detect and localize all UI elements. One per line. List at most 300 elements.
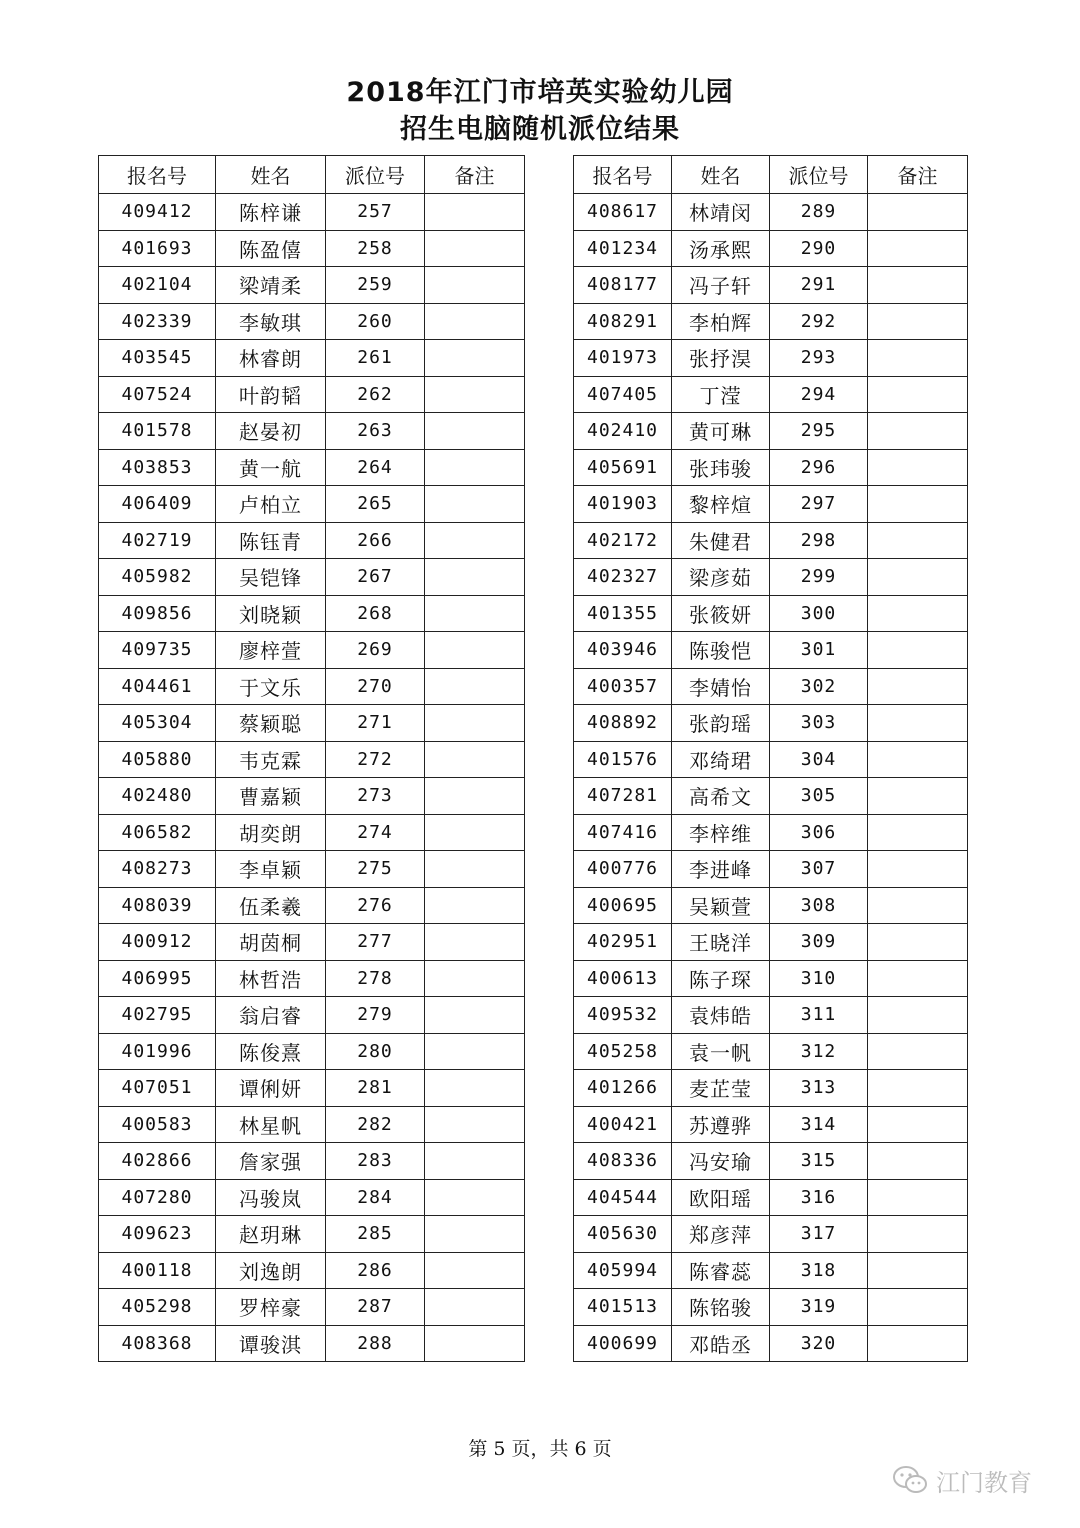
registration-no-cell: 408617 — [574, 194, 672, 231]
lottery-no-cell: 258 — [326, 230, 425, 267]
remarks-cell — [425, 194, 525, 231]
table-row — [99, 486, 525, 523]
name-cell: 陈钰青 — [216, 522, 326, 559]
table-row — [99, 1325, 525, 1362]
lottery-no-cell: 281 — [326, 1070, 425, 1107]
table-row — [574, 1289, 968, 1326]
registration-no-cell: 403545 — [99, 340, 216, 377]
remarks-cell — [868, 924, 968, 961]
registration-no-cell: 403853 — [99, 449, 216, 486]
table-header-row — [574, 156, 968, 194]
table-row — [99, 595, 525, 632]
registration-no-cell: 407524 — [99, 376, 216, 413]
lottery-no-cell: 263 — [326, 413, 425, 450]
registration-no-cell: 408039 — [99, 887, 216, 924]
name-cell: 林睿朗 — [216, 340, 326, 377]
lottery-no-cell: 273 — [326, 778, 425, 815]
registration-no-cell: 400695 — [574, 887, 672, 924]
lottery-no-cell: 305 — [770, 778, 868, 815]
lottery-no-cell: 292 — [770, 303, 868, 340]
remarks-cell — [425, 1143, 525, 1180]
registration-no-cell: 409856 — [99, 595, 216, 632]
lottery-no-cell: 290 — [770, 230, 868, 267]
registration-no-cell: 400357 — [574, 668, 672, 705]
name-cell: 赵晏初 — [216, 413, 326, 450]
table-row — [99, 1179, 525, 1216]
lottery-no-cell: 294 — [770, 376, 868, 413]
registration-no-cell: 409532 — [574, 997, 672, 1034]
registration-no-cell: 400421 — [574, 1106, 672, 1143]
name-cell: 李柏辉 — [672, 303, 770, 340]
header-lottery-no: 派位号 — [326, 156, 425, 194]
name-cell: 朱健君 — [672, 522, 770, 559]
name-cell: 丁滢 — [672, 376, 770, 413]
registration-no-cell: 401903 — [574, 486, 672, 523]
name-cell: 张韵瑶 — [672, 705, 770, 742]
remarks-cell — [425, 924, 525, 961]
name-cell: 冯安瑜 — [672, 1143, 770, 1180]
lottery-no-cell: 272 — [326, 741, 425, 778]
remarks-cell — [868, 1179, 968, 1216]
name-cell: 陈俊熹 — [216, 1033, 326, 1070]
registration-no-cell: 405880 — [99, 741, 216, 778]
table-row — [574, 595, 968, 632]
wechat-icon — [892, 1465, 928, 1495]
registration-no-cell: 402172 — [574, 522, 672, 559]
header-name: 姓名 — [672, 156, 770, 194]
registration-no-cell: 401234 — [574, 230, 672, 267]
name-cell: 张抒淏 — [672, 340, 770, 377]
remarks-cell — [425, 486, 525, 523]
registration-no-cell: 406995 — [99, 960, 216, 997]
name-cell: 吴颖萱 — [672, 887, 770, 924]
lottery-no-cell: 280 — [326, 1033, 425, 1070]
registration-no-cell: 405298 — [99, 1289, 216, 1326]
registration-no-cell: 400776 — [574, 851, 672, 888]
lottery-no-cell: 304 — [770, 741, 868, 778]
name-cell: 陈子琛 — [672, 960, 770, 997]
name-cell: 谭俐妍 — [216, 1070, 326, 1107]
remarks-cell — [868, 303, 968, 340]
registration-no-cell: 400118 — [99, 1252, 216, 1289]
lottery-no-cell: 308 — [770, 887, 868, 924]
remarks-cell — [425, 778, 525, 815]
remarks-cell — [425, 303, 525, 340]
remarks-cell — [868, 376, 968, 413]
name-cell: 袁炜皓 — [672, 997, 770, 1034]
table-row — [574, 1325, 968, 1362]
table-row — [574, 668, 968, 705]
remarks-cell — [425, 741, 525, 778]
registration-no-cell: 409735 — [99, 632, 216, 669]
registration-no-cell: 402104 — [99, 267, 216, 304]
name-cell: 陈睿蕊 — [672, 1252, 770, 1289]
lottery-no-cell: 301 — [770, 632, 868, 669]
remarks-cell — [868, 486, 968, 523]
remarks-cell — [425, 376, 525, 413]
lottery-no-cell: 277 — [326, 924, 425, 961]
lottery-no-cell: 318 — [770, 1252, 868, 1289]
lottery-no-cell: 296 — [770, 449, 868, 486]
registration-no-cell: 409623 — [99, 1216, 216, 1253]
header-name: 姓名 — [216, 156, 326, 194]
table-row — [99, 449, 525, 486]
remarks-cell — [868, 1216, 968, 1253]
lottery-no-cell: 297 — [770, 486, 868, 523]
name-cell: 陈盈僖 — [216, 230, 326, 267]
lottery-no-cell: 278 — [326, 960, 425, 997]
name-cell: 曹嘉颖 — [216, 778, 326, 815]
remarks-cell — [425, 814, 525, 851]
lottery-no-cell: 295 — [770, 413, 868, 450]
table-row — [99, 814, 525, 851]
lottery-no-cell: 313 — [770, 1070, 868, 1107]
lottery-no-cell: 298 — [770, 522, 868, 559]
remarks-cell — [425, 632, 525, 669]
lottery-no-cell: 311 — [770, 997, 868, 1034]
registration-no-cell: 408368 — [99, 1325, 216, 1362]
table-row — [99, 376, 525, 413]
table-row — [99, 668, 525, 705]
table-header-row — [99, 156, 525, 194]
name-cell: 赵玥琳 — [216, 1216, 326, 1253]
remarks-cell — [868, 595, 968, 632]
lottery-no-cell: 303 — [770, 705, 868, 742]
remarks-cell — [868, 960, 968, 997]
remarks-cell — [425, 997, 525, 1034]
name-cell: 冯子轩 — [672, 267, 770, 304]
lottery-no-cell: 287 — [326, 1289, 425, 1326]
name-cell: 张玮骏 — [672, 449, 770, 486]
lottery-no-cell: 284 — [326, 1179, 425, 1216]
registration-no-cell: 406582 — [99, 814, 216, 851]
lottery-no-cell: 270 — [326, 668, 425, 705]
registration-no-cell: 403946 — [574, 632, 672, 669]
lottery-no-cell: 288 — [326, 1325, 425, 1362]
page-footer: 第 5 页，共 6 页 — [468, 1438, 612, 1460]
table-row — [574, 960, 968, 997]
name-cell: 麦芷莹 — [672, 1070, 770, 1107]
remarks-cell — [868, 705, 968, 742]
header-registration-no: 报名号 — [574, 156, 672, 194]
table-row — [99, 1216, 525, 1253]
registration-no-cell: 401355 — [574, 595, 672, 632]
registration-no-cell: 401513 — [574, 1289, 672, 1326]
name-cell: 汤承熙 — [672, 230, 770, 267]
remarks-cell — [868, 997, 968, 1034]
remarks-cell — [868, 1143, 968, 1180]
table-row — [574, 887, 968, 924]
header-lottery-no: 派位号 — [770, 156, 868, 194]
table-row — [99, 851, 525, 888]
registration-no-cell: 407281 — [574, 778, 672, 815]
lottery-no-cell: 260 — [326, 303, 425, 340]
remarks-cell — [868, 522, 968, 559]
table-row — [99, 778, 525, 815]
remarks-cell — [425, 449, 525, 486]
registration-no-cell: 401266 — [574, 1070, 672, 1107]
name-cell: 詹家强 — [216, 1143, 326, 1180]
lottery-no-cell: 312 — [770, 1033, 868, 1070]
remarks-cell — [868, 887, 968, 924]
remarks-cell — [868, 1252, 968, 1289]
lottery-no-cell: 302 — [770, 668, 868, 705]
registration-no-cell: 404461 — [99, 668, 216, 705]
table-row — [99, 1106, 525, 1143]
registration-no-cell: 408177 — [574, 267, 672, 304]
remarks-cell — [425, 559, 525, 596]
remarks-cell — [425, 1179, 525, 1216]
name-cell: 袁一帆 — [672, 1033, 770, 1070]
name-cell: 胡茵桐 — [216, 924, 326, 961]
remarks-cell — [425, 668, 525, 705]
table-row — [99, 924, 525, 961]
lottery-no-cell: 259 — [326, 267, 425, 304]
registration-no-cell: 400583 — [99, 1106, 216, 1143]
remarks-cell — [868, 559, 968, 596]
remarks-cell — [868, 814, 968, 851]
header-remarks: 备注 — [868, 156, 968, 194]
table-row — [99, 1143, 525, 1180]
lottery-no-cell: 262 — [326, 376, 425, 413]
name-cell: 韦克霖 — [216, 741, 326, 778]
table-row — [574, 1143, 968, 1180]
lottery-no-cell: 310 — [770, 960, 868, 997]
table-row — [574, 194, 968, 231]
name-cell: 黎梓煊 — [672, 486, 770, 523]
table-row — [574, 376, 968, 413]
registration-no-cell: 408892 — [574, 705, 672, 742]
remarks-cell — [868, 1106, 968, 1143]
lottery-no-cell: 299 — [770, 559, 868, 596]
lottery-no-cell: 271 — [326, 705, 425, 742]
name-cell: 郑彦萍 — [672, 1216, 770, 1253]
remarks-cell — [425, 851, 525, 888]
remarks-cell — [868, 668, 968, 705]
name-cell: 林哲浩 — [216, 960, 326, 997]
table-row — [99, 413, 525, 450]
name-cell: 黄可琳 — [672, 413, 770, 450]
results-table-left — [98, 155, 525, 1362]
registration-no-cell: 408336 — [574, 1143, 672, 1180]
lottery-no-cell: 314 — [770, 1106, 868, 1143]
table-row — [99, 705, 525, 742]
table-row — [99, 741, 525, 778]
table-row — [574, 1216, 968, 1253]
name-cell: 刘逸朗 — [216, 1252, 326, 1289]
name-cell: 伍柔羲 — [216, 887, 326, 924]
remarks-cell — [868, 413, 968, 450]
table-row — [574, 486, 968, 523]
lottery-no-cell: 274 — [326, 814, 425, 851]
table-row — [574, 559, 968, 596]
table-row — [99, 230, 525, 267]
name-cell: 王晓洋 — [672, 924, 770, 961]
table-row — [574, 1252, 968, 1289]
table-row — [574, 741, 968, 778]
table-row — [574, 924, 968, 961]
header-registration-no: 报名号 — [99, 156, 216, 194]
registration-no-cell: 405691 — [574, 449, 672, 486]
table-row — [99, 887, 525, 924]
registration-no-cell: 402410 — [574, 413, 672, 450]
name-cell: 谭骏淇 — [216, 1325, 326, 1362]
table-row — [574, 705, 968, 742]
lottery-no-cell: 267 — [326, 559, 425, 596]
lottery-no-cell: 316 — [770, 1179, 868, 1216]
registration-no-cell: 400699 — [574, 1325, 672, 1362]
lottery-no-cell: 291 — [770, 267, 868, 304]
table-row — [574, 851, 968, 888]
lottery-no-cell: 307 — [770, 851, 868, 888]
table-row — [99, 1289, 525, 1326]
remarks-cell — [425, 595, 525, 632]
table-row — [574, 522, 968, 559]
remarks-cell — [868, 632, 968, 669]
table-row — [574, 1179, 968, 1216]
table-row — [99, 522, 525, 559]
remarks-cell — [868, 230, 968, 267]
name-cell: 吴铠锋 — [216, 559, 326, 596]
registration-no-cell: 402795 — [99, 997, 216, 1034]
registration-no-cell: 402339 — [99, 303, 216, 340]
name-cell: 廖梓萱 — [216, 632, 326, 669]
remarks-cell — [425, 705, 525, 742]
table-row — [574, 413, 968, 450]
registration-no-cell: 401996 — [99, 1033, 216, 1070]
registration-no-cell: 402951 — [574, 924, 672, 961]
remarks-cell — [425, 1325, 525, 1362]
lottery-no-cell: 309 — [770, 924, 868, 961]
name-cell: 叶韵韬 — [216, 376, 326, 413]
name-cell: 冯骏岚 — [216, 1179, 326, 1216]
name-cell: 于文乐 — [216, 668, 326, 705]
registration-no-cell: 405982 — [99, 559, 216, 596]
lottery-no-cell: 279 — [326, 997, 425, 1034]
registration-no-cell: 400613 — [574, 960, 672, 997]
lottery-no-cell: 268 — [326, 595, 425, 632]
header-remarks: 备注 — [425, 156, 525, 194]
table-row — [99, 960, 525, 997]
remarks-cell — [425, 1106, 525, 1143]
table-row — [99, 267, 525, 304]
table-row — [574, 1106, 968, 1143]
registration-no-cell: 402866 — [99, 1143, 216, 1180]
remarks-cell — [868, 778, 968, 815]
name-cell: 蔡颖聪 — [216, 705, 326, 742]
remarks-cell — [425, 340, 525, 377]
lottery-no-cell: 315 — [770, 1143, 868, 1180]
name-cell: 罗梓豪 — [216, 1289, 326, 1326]
remarks-cell — [425, 1033, 525, 1070]
registration-no-cell: 405258 — [574, 1033, 672, 1070]
registration-no-cell: 406409 — [99, 486, 216, 523]
lottery-no-cell: 266 — [326, 522, 425, 559]
remarks-cell — [868, 194, 968, 231]
registration-no-cell: 401693 — [99, 230, 216, 267]
registration-no-cell: 404544 — [574, 1179, 672, 1216]
remarks-cell — [425, 267, 525, 304]
registration-no-cell: 405630 — [574, 1216, 672, 1253]
lottery-no-cell: 282 — [326, 1106, 425, 1143]
watermark-text: 江门教育 — [936, 1468, 1032, 1497]
name-cell: 苏遵骅 — [672, 1106, 770, 1143]
watermark — [892, 1462, 1032, 1498]
name-cell: 黄一航 — [216, 449, 326, 486]
lottery-no-cell: 285 — [326, 1216, 425, 1253]
name-cell: 陈铭骏 — [672, 1289, 770, 1326]
remarks-cell — [425, 1252, 525, 1289]
table-row — [574, 267, 968, 304]
name-cell: 李进峰 — [672, 851, 770, 888]
registration-no-cell: 405304 — [99, 705, 216, 742]
table-row — [574, 778, 968, 815]
lottery-no-cell: 275 — [326, 851, 425, 888]
table-row — [99, 303, 525, 340]
table-row — [99, 194, 525, 231]
registration-no-cell: 402480 — [99, 778, 216, 815]
registration-no-cell: 409412 — [99, 194, 216, 231]
name-cell: 林星帆 — [216, 1106, 326, 1143]
lottery-no-cell: 286 — [326, 1252, 425, 1289]
name-cell: 高希文 — [672, 778, 770, 815]
name-cell: 张筱妍 — [672, 595, 770, 632]
table-row — [574, 1070, 968, 1107]
remarks-cell — [425, 960, 525, 997]
registration-no-cell: 401578 — [99, 413, 216, 450]
name-cell: 邓皓丞 — [672, 1325, 770, 1362]
table-row — [574, 230, 968, 267]
lottery-no-cell: 265 — [326, 486, 425, 523]
page-title: 2018年江门市培英实验幼儿园 — [346, 77, 734, 108]
registration-no-cell: 407405 — [574, 376, 672, 413]
table-row — [99, 559, 525, 596]
lottery-no-cell: 293 — [770, 340, 868, 377]
name-cell: 胡奕朗 — [216, 814, 326, 851]
table-row — [574, 814, 968, 851]
lottery-no-cell: 261 — [326, 340, 425, 377]
remarks-cell — [425, 230, 525, 267]
remarks-cell — [868, 449, 968, 486]
table-row — [574, 632, 968, 669]
registration-no-cell: 402327 — [574, 559, 672, 596]
table-row — [99, 1070, 525, 1107]
remarks-cell — [425, 413, 525, 450]
registration-no-cell: 407416 — [574, 814, 672, 851]
remarks-cell — [425, 522, 525, 559]
remarks-cell — [868, 1325, 968, 1362]
remarks-cell — [425, 887, 525, 924]
registration-no-cell: 407280 — [99, 1179, 216, 1216]
lottery-no-cell: 269 — [326, 632, 425, 669]
name-cell: 陈骏恺 — [672, 632, 770, 669]
table-row — [574, 449, 968, 486]
name-cell: 欧阳瑶 — [672, 1179, 770, 1216]
page-subtitle: 招生电脑随机派位结果 — [400, 114, 680, 145]
lottery-no-cell: 257 — [326, 194, 425, 231]
table-row — [99, 997, 525, 1034]
lottery-no-cell: 276 — [326, 887, 425, 924]
name-cell: 李婧怡 — [672, 668, 770, 705]
remarks-cell — [868, 340, 968, 377]
registration-no-cell: 400912 — [99, 924, 216, 961]
registration-no-cell: 401973 — [574, 340, 672, 377]
registration-no-cell: 402719 — [99, 522, 216, 559]
name-cell: 梁彦茹 — [672, 559, 770, 596]
name-cell: 李敏琪 — [216, 303, 326, 340]
registration-no-cell: 405994 — [574, 1252, 672, 1289]
table-row — [574, 1033, 968, 1070]
